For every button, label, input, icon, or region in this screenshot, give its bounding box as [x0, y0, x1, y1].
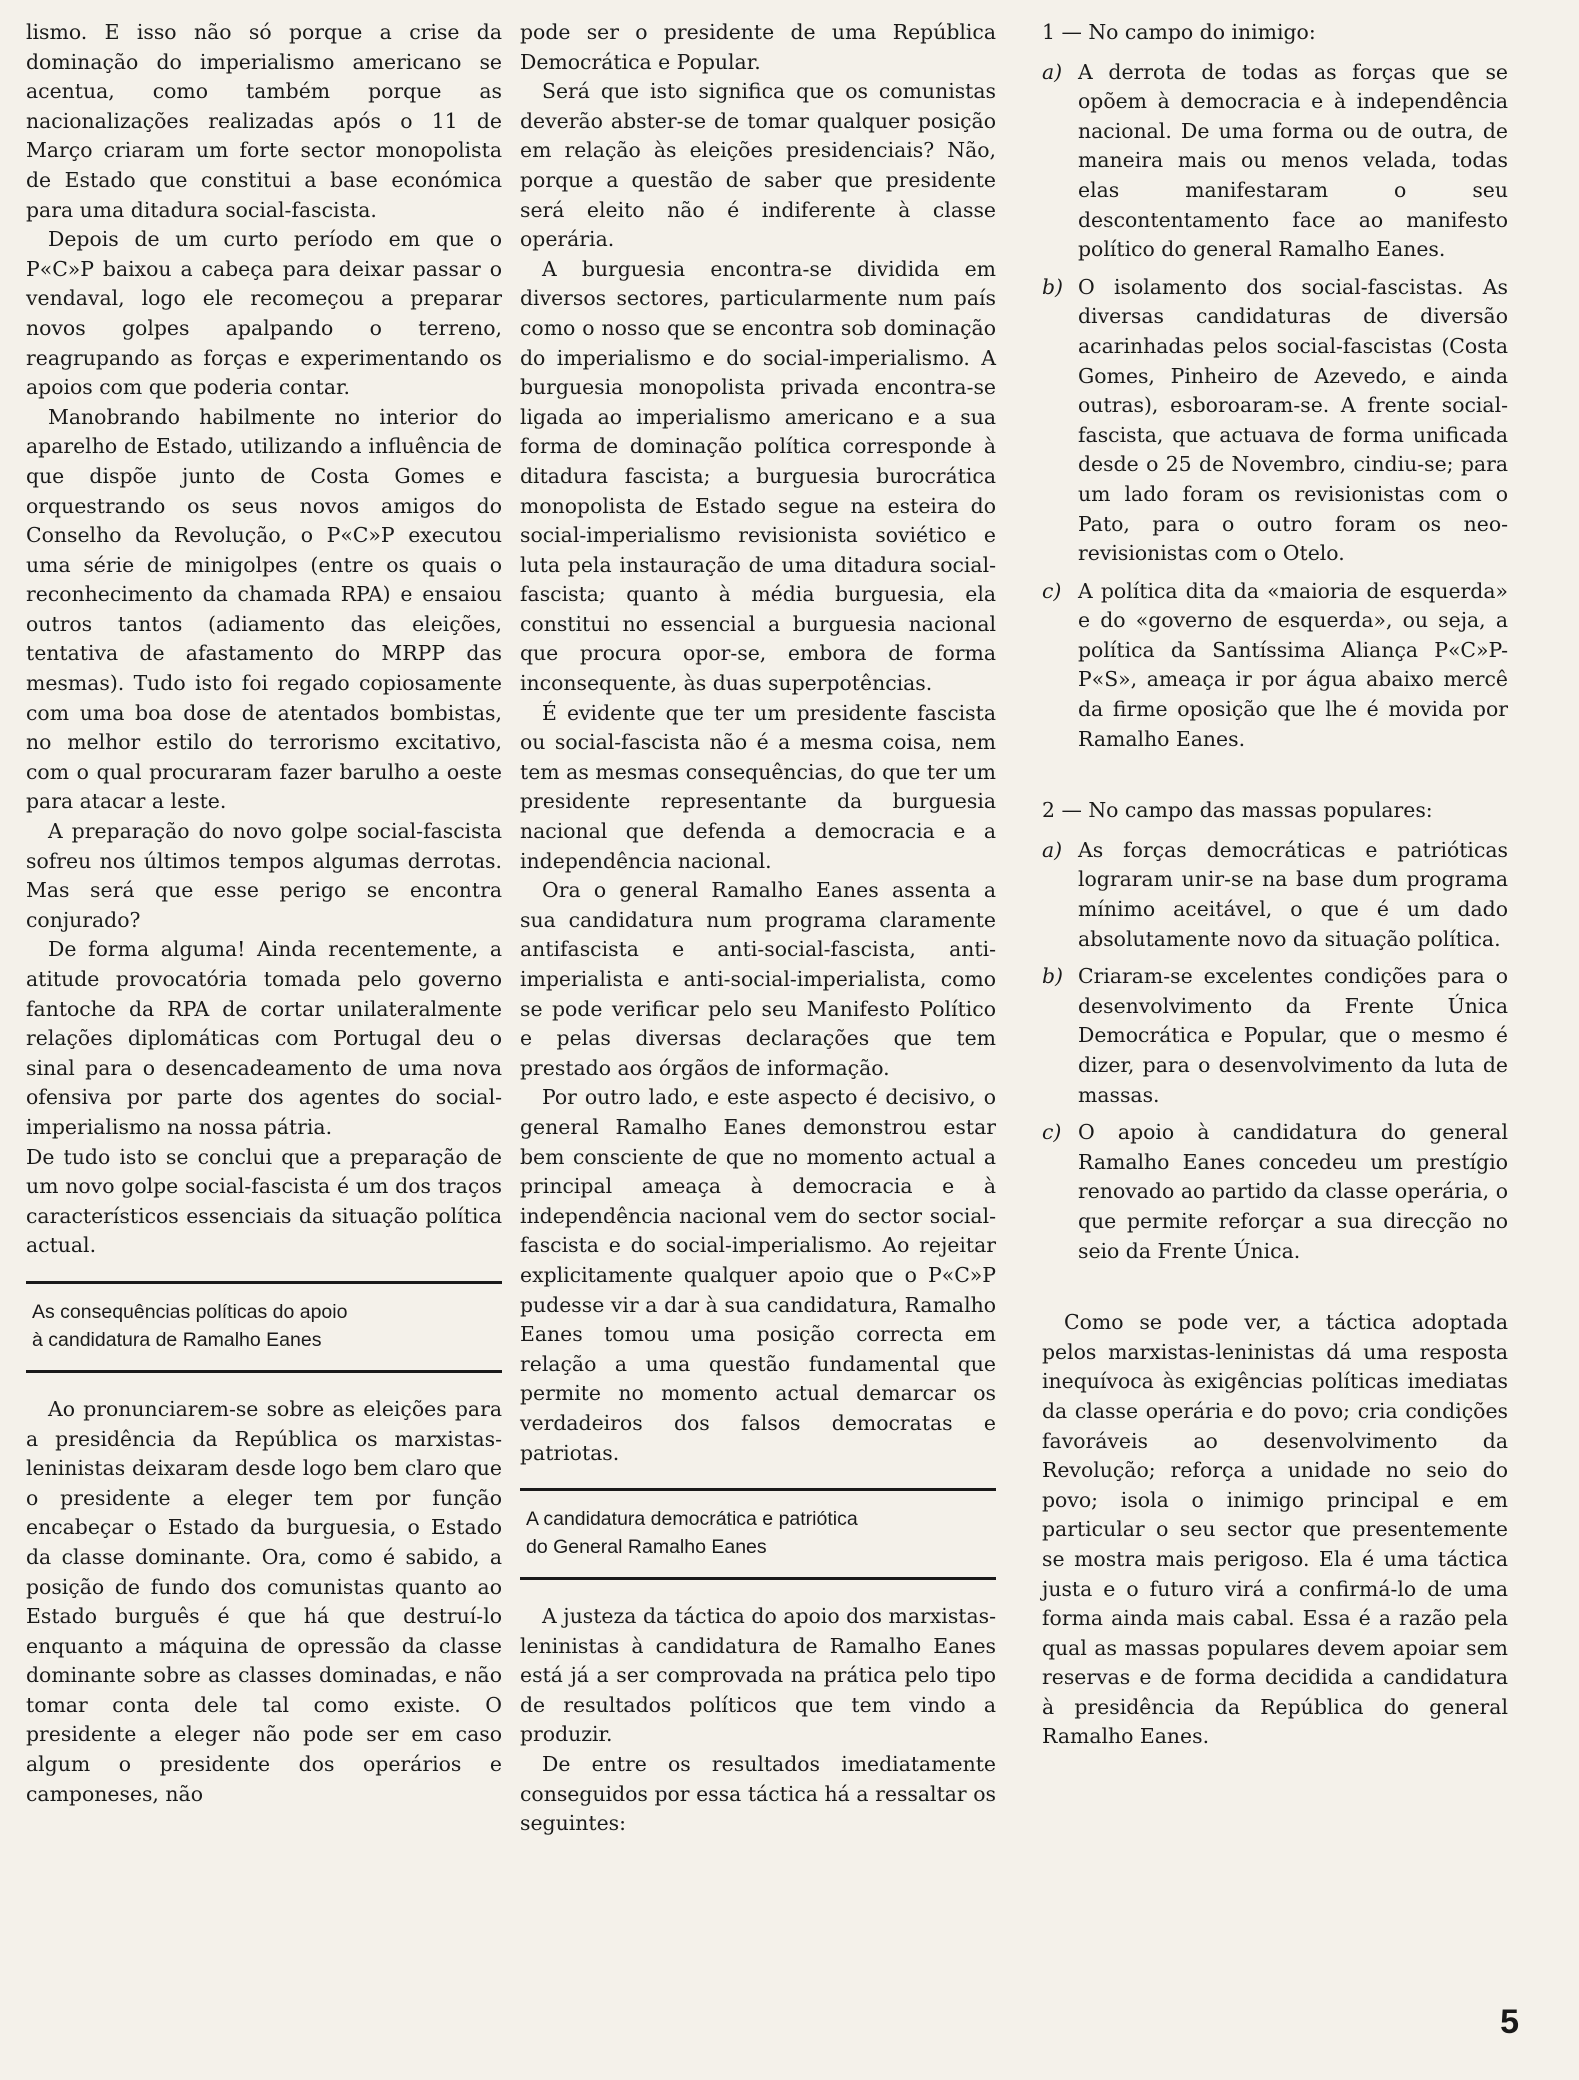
- section-heading-line: As consequências políticas do apoio: [32, 1300, 348, 1323]
- page-number: 5: [1500, 2003, 1519, 2041]
- enumerated-list: [1042, 836, 1508, 1266]
- paragraph: A justeza da táctica do apoio dos marxistas-leninistas à candidatura de Ramalho Eanes está já a ser comprovada na prática pelo tipo de resultados políticos que tem vindo a produzir.: [520, 1604, 996, 1747]
- paragraph: Manobrando habilmente no interior do aparelho de Estado, utilizando a influência de que dispõe junto de Costa Gomes e orquestrando os seus novos amigos do Conselho da Revolução, o P«C»P executou uma série de minigolpes (entre os quais o reconhecimento da chamada RPA) e ensaiou outros tantos (adiamento das eleições, tentativa de afastamento do MRPP das mesmas). Tudo isto foi regado copiosamente com uma boa dose de atentados bombistas, no melhor estilo do terrorismo excitativo, com o qual procuraram fazer barulho a oeste para atacar a leste.: [26, 404, 502, 814]
- list-item-text: As forças democráticas e patrióticas lograram unir-se na base dum programa mínimo aceitável, o que é um dado absolutamente novo da situação política.: [1078, 837, 1508, 951]
- paragraph: De entre os resultados imediatamente conseguidos por essa táctica há a ressaltar os seguintes:: [520, 1752, 996, 1836]
- list-lead: 2 — No campo das massas populares:: [1042, 798, 1433, 823]
- list-item-text: O isolamento dos social-fascistas. As diversas candidaturas de diversão acarinhadas pelos social-fascistas (Costa Gomes, Pinheiro de Azevedo, e ainda outras), esboroaram-se. A frente social-fascista, que actuava de forma unificada desde o 25 de Novembro, cindiu-se; para um lado foram os revisionistas com o Pato, para o outro foram os neo-revisionistas com o Otelo.: [1078, 274, 1508, 566]
- list-item-text: Criaram-se excelentes condições para o desenvolvimento da Frente Única Democrática e Popular, que o mesmo é dizer, para o desenvolvimento da luta de massas.: [1078, 964, 1508, 1107]
- list-item-label: c): [1042, 578, 1062, 603]
- section-heading-line: A candidatura democrática e patriótica: [526, 1508, 858, 1531]
- paragraph: Ora o general Ramalho Eanes assenta a sua candidatura num programa claramente antifascista e anti-social-fascista, anti-imperialista e anti-social-imperialista, como se pode verificar pelo seu Manifesto Político e pelas diversas declarações que tem prestado aos órgãos de informação.: [520, 878, 996, 1080]
- enumerated-list: [1042, 58, 1508, 755]
- list-item-label: b): [1042, 274, 1064, 299]
- paragraph: Por outro lado, e este aspecto é decisivo, o general Ramalho Eanes demonstrou estar bem consciente de que no momento actual a principal ameaça à democracia e à independência nacional vem do sector social-fascista e do social-imperialismo. Ao rejeitar explicitamente qualquer apoio que o P«C»P pudesse vir a dar à sua candidatura, Ramalho Eanes tomou uma posição correcta em relação a uma questão fundamental que permite no momento actual demarcar os verdadeiros dos falsos democratas e patriotas.: [520, 1085, 996, 1465]
- column-1: [26, 18, 502, 1809]
- list-item-label: b): [1042, 964, 1064, 989]
- column-3: [1042, 18, 1508, 1752]
- list-item: [1042, 577, 1508, 755]
- section-heading: [520, 1488, 996, 1580]
- list-item-label: a): [1042, 837, 1063, 862]
- column-2: [520, 18, 996, 1839]
- paragraph: É evidente que ter um presidente fascista ou social-fascista não é a mesma coisa, nem tem as mesmas consequências, do que ter um presidente representante da burguesia nacional que defenda a democracia e a independência nacional.: [520, 700, 996, 873]
- paragraph: pode ser o presidente de uma República Democrática e Popular.: [520, 20, 996, 74]
- section-heading: [26, 1281, 502, 1373]
- paragraph: Será que isto significa que os comunistas deverão abster-se de tomar qualquer posição em relação às eleições presidenciais? Não, porque a questão de saber que presidente será eleito não é indiferente à classe operária.: [520, 79, 996, 252]
- list-item: [1042, 1118, 1508, 1266]
- paragraph: lismo. E isso não só porque a crise da dominação do imperialismo americano se acentua, como também porque as nacionalizações realizadas após o 11 de Março criaram um forte sector monopolista de Estado que constitui a base económica para uma ditadura social-fascista.: [26, 20, 502, 222]
- list-item: [1042, 273, 1508, 569]
- list-item: [1042, 58, 1508, 265]
- paragraph: De forma alguma! Ainda recentemente, a atitude provocatória tomada pelo governo fantoche da RPA de cortar unilateralmente relações diplomáticas com Portugal deu o sinal para o desencadeamento de uma nova ofensiva por parte dos agentes do social-imperialismo na nossa pátria.: [26, 937, 502, 1139]
- list-item-label: a): [1042, 59, 1063, 84]
- paragraph: De tudo isto se conclui que a preparação de um novo golpe social-fascista é um dos traços característicos essenciais da situação política actual.: [26, 1144, 502, 1258]
- list-item: [1042, 836, 1508, 954]
- section-heading-line: do General Ramalho Eanes: [526, 1536, 767, 1559]
- list-item-text: A política dita da «maioria de esquerda» e do «governo de esquerda», ou seja, a política da Santíssima Aliança P«C»P-P«S», ameaça ir por água abaixo mercê da firme oposição que lhe é movida por Ramalho Eanes.: [1078, 578, 1508, 751]
- paragraph: Ao pronunciarem-se sobre as eleições para a presidência da República os marxistas-leninistas deixaram desde logo bem claro que o presidente a eleger tem por função encabeçar o Estado da burguesia, o Estado da classe dominante. Ora, como é sabido, a posição de fundo dos comunistas quanto ao Estado burguês é que há que destruí-lo enquanto a máquina de opressão da classe dominante sobre as classes dominadas, e não tomar conta dele tal como existe. O presidente a eleger não pode ser em caso algum o presidente dos operários e camponeses, não: [26, 1396, 502, 1806]
- list-item-text: A derrota de todas as forças que se opõem à democracia e à independência nacional. De uma forma ou de outra, de maneira mais ou menos velada, todas elas manifestaram o seu descontentamento face ao manifesto político do general Ramalho Eanes.: [1078, 59, 1508, 262]
- paragraph: Como se pode ver, a táctica adoptada pelos marxistas-leninistas dá uma resposta inequívoca às exigências políticas imediatas da classe operária e do povo; cria condições favoráveis ao desenvolvimento da Revolução; reforça a unidade no seio do povo; isola o inimigo principal e em particular o seu sector que presentemente se mostra mais perigoso. Ela é uma táctica justa e o futuro virá a confirmá-lo de uma forma ainda mais cabal. Essa é a razão pela qual as massas populares devem apoiar sem reservas e de forma decidida a candidatura à presidência da República do general Ramalho Eanes.: [1042, 1310, 1508, 1749]
- paragraph: A burguesia encontra-se dividida em diversos sectores, particularmente num país como o nosso que se encontra sob dominação do imperialismo e do social-imperialismo. A burguesia monopolista privada encontra-se ligada ao imperialismo americano e a sua forma de dominação política corresponde à ditadura fascista; a burguesia burocrática monopolista de Estado segue na esteira do social-imperialismo revisionista soviético e luta pela instauração de uma ditadura social-fascista; quanto à média burguesia, ela constitui no essencial a burguesia nacional que procura opor-se, embora de forma inconsequente, às duas superpotências.: [520, 256, 996, 696]
- list-item-text: O apoio à candidatura do general Ramalho Eanes concedeu um prestígio renovado ao partido da classe operária, o que permite reforçar a sua direcção no seio da Frente Única.: [1078, 1120, 1508, 1263]
- list-item: [1042, 962, 1508, 1110]
- paragraph: Depois de um curto período em que o P«C»P baixou a cabeça para deixar passar o vendaval, logo ele recomeçou a preparar novos golpes apalpando o terreno, reagrupando as forças e experimentando os apoios com que poderia contar.: [26, 227, 502, 400]
- list-lead: 1 — No campo do inimigo:: [1042, 20, 1316, 44]
- section-heading-line: à candidatura de Ramalho Eanes: [32, 1328, 322, 1351]
- paragraph: A preparação do novo golpe social-fascista sofreu nos últimos tempos algumas derrotas. Mas será que esse perigo se encontra conjurado?: [26, 819, 502, 932]
- list-item-label: c): [1042, 1120, 1062, 1145]
